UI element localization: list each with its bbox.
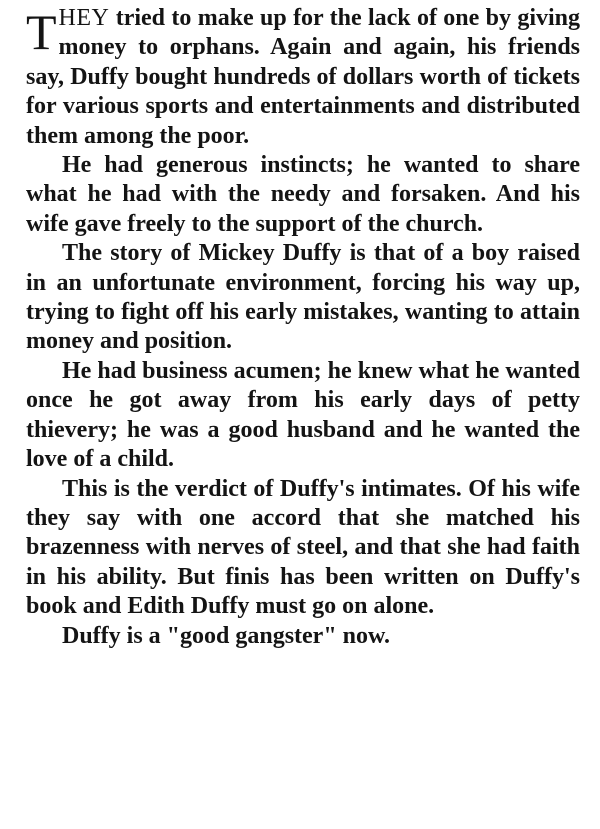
paragraph-1	[26, 4, 580, 151]
paragraph-5: This is the verdict of Duffy's intimates. Of his wife they say with one accord that she matched his brazenness with nerves of steel, and that she had faith in his ability. But finis has been written on Duffy's book and Edith Duffy must go on alone.	[26, 475, 580, 620]
paragraph-3: The story of Mickey Duffy is that of a boy raised in an unfortunate environment, forcing his way up, trying to fight off his early mistakes, wanting to attain money and position.	[26, 240, 580, 355]
article-body	[26, 4, 580, 651]
paragraph-6: Duffy is a "good gangster" now.	[62, 622, 391, 649]
paragraph-4: He had business acumen; he knew what he wanted once he got away from his early days of petty thievery; he was a good husband and he wanted the love of a child.	[26, 357, 580, 473]
paragraph-1-text: tried to make up for the lack of one by giving money to orphans. Again and again, his friends say, Duffy bought hundreds of dollars worth of tickets for various sports and entertainments and distributed them among the poor.	[26, 5, 580, 149]
drop-cap: T	[26, 4, 57, 60]
lead-small-caps: HEY	[58, 5, 110, 31]
paragraph-2: He had generous instincts; he wanted to share what he had with the needy and forsaken. And his wife gave freely to the support of the church.	[26, 152, 580, 237]
